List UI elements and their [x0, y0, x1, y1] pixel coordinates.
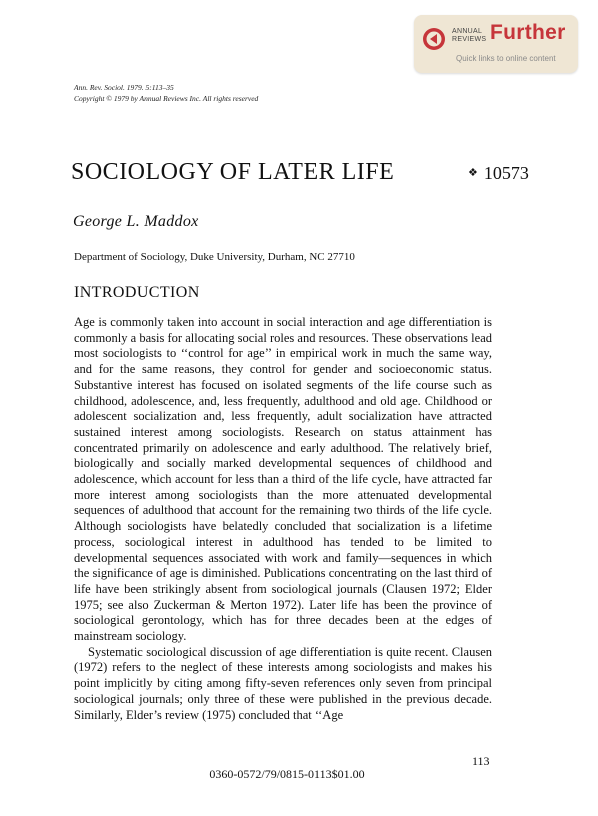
- banner-brand: [452, 28, 486, 44]
- annual-reviews-logo-icon: [422, 27, 446, 51]
- paragraph: Systematic sociological discussion of age differentiation is quite recent. Clausen (1972) refers to the neglect of these interests among sociologists and makes his point implicitly by citing among fifty-seven references only seven from principal sociological journals; only three of these were published in the previous decade. Similarly, Elder’s review (1975) concluded that ‘‘Age: [74, 644, 492, 722]
- paragraph: Age is commonly taken into account in social interaction and age differentiation is commonly a basis for allocating social roles and resources. These observations lead most sociologists to ‘‘control for age’’ in empirical work in much the same way, and for the same reasons, they control for gender and socioeconomic status. Substantive interest has focused on isolated segments of the life course such as childhood, adolescence, and, less frequently, adulthood and old age. Childhood or adolescent socialization and, less frequently, adult socialization have attracted sustained interest among sociologists. Research on status attainment has concentrated primarily on adolescence and early adulthood. The relatively brief, biologically and socially marked developmental sequences of childhood and adolescence, which account for less than a third of the life cycle, have attracted far more interest among sociologists than the more attenuated developmental sequences of adulthood that account for the remaining two thirds of the life cycle. Although sociologists have belatedly concluded that socialization is a lifetime process, sociological interest in adulthood has tended to be limited to developmental sequences associated with work and family—sequences in which the significance of age is diminished. Publications concentrating on the last third of life have been strikingly absent from sociological journals (Clausen 1972; Elder 1975; see also Zuckerman & Merton 1972). Later life has been the province of sociological gerontology, which has for three decades been at the edges of mainstream sociology.: [74, 315, 492, 644]
- banner-brand-line2: REVIEWS: [452, 36, 487, 43]
- footer-code: 0360-0572/79/0815-0113$01.00: [209, 767, 365, 781]
- footer: [0, 767, 598, 782]
- banner-tagline: Quick links to online content: [456, 54, 556, 63]
- citation-line-1: Ann. Rev. Sociol. 1979. 5:113–35: [74, 83, 174, 92]
- citation-line-2: Copyright © 1979 by Annual Reviews Inc. All rights reserved: [74, 94, 259, 103]
- banner-brand-line1: ANNUAL: [452, 28, 483, 35]
- banner-further-label: Further: [490, 21, 566, 44]
- article-number-block: [468, 163, 529, 184]
- further-banner[interactable]: [414, 15, 578, 73]
- page-number: 113: [472, 754, 490, 768]
- author-affiliation: Department of Sociology, Duke University, Durham, NC 27710: [74, 251, 355, 263]
- article-body: [74, 315, 492, 723]
- section-heading: INTRODUCTION: [74, 284, 200, 301]
- article-title: SOCIOLOGY OF LATER LIFE: [71, 159, 395, 185]
- author-name: George L. Maddox: [73, 213, 199, 230]
- citation-block: [74, 82, 258, 104]
- diamond-icon: ❖: [468, 167, 478, 179]
- article-number: 10573: [483, 163, 529, 183]
